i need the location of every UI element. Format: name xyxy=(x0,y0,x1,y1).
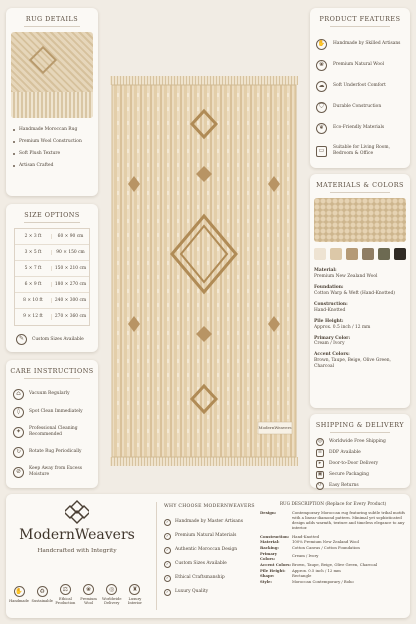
color-swatches xyxy=(314,248,406,260)
list-item: ◎ Worldwide Free Shipping xyxy=(317,438,386,445)
chair-icon: ♜ xyxy=(129,584,140,595)
shield-icon: ⛉ xyxy=(316,102,327,113)
badge: ❀ Premium Wool xyxy=(80,586,97,605)
list-item: ❦ Eco-Friendly Materials xyxy=(316,117,404,139)
list-item: ❀ Premium Natural Wool xyxy=(316,55,404,75)
droplet-icon: ◊ xyxy=(13,407,24,418)
description-block: RUG DESCRIPTION (Replace for Every Product) Design: Contemporary Moroccan rug featuring subtle tribal motifs with a linear diamond pattern. Minimal yet sophisticated design adds warmth, texture and timeless elegance to any interior. Construction: Hand-Knotted Material: 100% Premium New Zealand Wool Backing: Cotton Canvas / Cotton Foundation Primary Colors: Cream / Ivory Accent Colors: Brown, Taupe, Beige, Olive Green, Charcoal Pile Height: Approx. 0.5 inch / 12 mm Shape: Rectangle Style: Moroccan Contemporary / Boho xyxy=(260,502,405,584)
rotate-icon: ↻ xyxy=(13,447,24,458)
list-item: ✓ Ethical Craftsmanship xyxy=(165,575,225,581)
list-item: ✓ Custom Sizes Available xyxy=(165,561,227,567)
wool-texture-image xyxy=(314,198,406,242)
swatch[interactable] xyxy=(330,248,342,260)
brand-name: ModernWeavers xyxy=(19,527,135,543)
why-title: WHY CHOOSE MODERNWEAVERS xyxy=(164,504,255,509)
rug-details-title: RUG DETAILS xyxy=(25,15,79,23)
no-moisture-icon: ⊘ xyxy=(13,467,24,478)
soft-icon: ☁ xyxy=(316,81,327,92)
table-row[interactable]: 2 × 3 ft 60 × 90 cm xyxy=(15,229,89,245)
brand-block xyxy=(6,494,148,618)
list-item: ✓ Handmade by Master Artisans xyxy=(165,519,243,525)
check-icon: ✓ xyxy=(165,575,170,581)
hand-icon: ✋ xyxy=(15,588,23,595)
features-card xyxy=(310,8,410,168)
sofa-icon: ▭ xyxy=(316,146,327,157)
table-row[interactable]: 6 × 9 ft 180 × 270 cm xyxy=(15,277,89,293)
document-icon: ≡ xyxy=(317,449,323,456)
badge: ♜ Luxury Interior xyxy=(127,586,142,605)
swatch[interactable] xyxy=(346,248,358,260)
badge: ✋ Handmade xyxy=(9,588,29,603)
why-block xyxy=(164,504,256,599)
swatch[interactable] xyxy=(362,248,374,260)
size-options-title: SIZE OPTIONS xyxy=(24,211,80,219)
hands-icon: ✋ xyxy=(316,39,327,50)
recycle-icon: ♻ xyxy=(37,586,48,597)
package-icon: ▣ xyxy=(317,471,323,478)
badge: ♻ Sustainable xyxy=(31,588,53,603)
list-item: ✓ Luxury Quality xyxy=(165,589,209,595)
size-options-card xyxy=(6,204,98,352)
vacuum-icon: ⌂ xyxy=(13,389,24,400)
check-icon: ✓ xyxy=(165,519,170,525)
check-icon: ✓ xyxy=(165,533,170,539)
list-item: ≡ DDP Available xyxy=(317,449,361,456)
materials-card xyxy=(310,174,410,408)
return-icon: ↺ xyxy=(317,482,323,489)
features-title: PRODUCT FEATURES xyxy=(319,15,401,23)
material-specs: Material: Premium New Zealand Wool Foundation: Cotton Warp & Weft (Hand-Knotted) Construction: Hand-Knotted Pile Height: Approx. 0.5 inch / 12 mm Primary Color: Cream / Ivory Accent Colors: Brown, Taupe, Beige, Olive Green, Charcoal xyxy=(314,268,395,370)
rug-label: ModernWeavers xyxy=(258,425,292,430)
cleaning-icon: ✦ xyxy=(13,427,24,438)
care-title: CARE INSTRUCTIONS xyxy=(10,367,94,375)
rug-details-list xyxy=(6,118,98,169)
list-item: Premium Wool Construction xyxy=(13,139,91,145)
swatch[interactable] xyxy=(314,248,326,260)
brand-banner xyxy=(6,494,410,618)
list-item: ⛉ Durable Construction xyxy=(316,97,404,117)
list-item: ▸ Door-to-Door Delivery xyxy=(316,458,404,469)
table-row[interactable]: 5 × 7 ft 150 × 210 cm xyxy=(15,261,89,277)
table-row[interactable]: 9 × 12 ft 270 × 360 cm xyxy=(15,309,89,325)
list-item: ⌂ Vacuum Regularly xyxy=(13,385,91,403)
check-icon: ✓ xyxy=(165,589,170,595)
design-text: Contemporary Moroccan rug featuring subtle tribal motifs with a linear diamond pattern. Minimal yet sophisticated design adds warmth, texture and timeless elegance to any interior. xyxy=(292,510,405,531)
globe-icon: ◎ xyxy=(317,438,323,445)
rug-detail-image xyxy=(11,32,93,118)
list-item: Handmade Moroccan Rug xyxy=(13,127,91,133)
rug-svg xyxy=(104,76,304,466)
list-item: ▭ Suitable for Living Room, Bedroom & Office xyxy=(316,139,404,163)
description-title: RUG DESCRIPTION (Replace for Every Product) xyxy=(279,502,387,507)
rug-details-card xyxy=(6,8,98,196)
list-item: Artisan Crafted xyxy=(13,163,91,169)
ruler-icon: ✎ xyxy=(16,334,27,345)
description-specs: Construction: Hand-Knotted Material: 100% Premium New Zealand Wool Backing: Cotton Canvas / Cotton Foundation Primary Colors: Cream / Ivory Accent Colors: Brown, Taupe, Beige, Olive Green, Charcoal Pile Height: Approx. 0.5 inch / 12 mm Shape: Rectangle Style: Moroccan Contemporary / Boho xyxy=(260,533,378,584)
brand-tagline: Handcrafted with Integrity xyxy=(37,548,117,554)
list-item: ⊘ Keep Away from Excess Moisture xyxy=(13,461,91,483)
list-item: ↺ Easy Returns xyxy=(317,482,359,489)
list-item: ✓ Premium Natural Materials xyxy=(165,533,237,539)
list-item: ↻ Rotate Rug Periodically xyxy=(13,443,91,461)
materials-title: MATERIALS & COLORS xyxy=(316,181,404,189)
check-icon: ✓ xyxy=(165,561,170,567)
leaf-icon: ❦ xyxy=(316,123,327,134)
list-item: ☁ Soft Underfoot Comfort xyxy=(316,75,404,97)
shipping-card xyxy=(310,414,410,488)
wool-icon: ❀ xyxy=(316,60,327,71)
shipping-title: SHIPPING & DELIVERY xyxy=(315,421,405,429)
list-item: ▣ Secure Packaging xyxy=(317,471,369,478)
table-row[interactable]: 3 × 5 ft 90 × 150 cm xyxy=(15,245,89,261)
care-card xyxy=(6,360,98,488)
wool-icon: ❀ xyxy=(83,584,94,595)
size-table xyxy=(14,228,90,326)
table-row[interactable]: 8 × 10 ft 240 × 300 cm xyxy=(15,293,89,309)
badge: ◎ Worldwide Delivery xyxy=(102,586,122,605)
list-item: ✦ Professional Cleaning Recommended xyxy=(13,421,91,443)
globe-icon: ◎ xyxy=(106,584,117,595)
list-item: Soft Plush Texture xyxy=(13,151,91,157)
custom-sizes-note: ✎ Custom Sizes Available xyxy=(16,334,98,345)
check-icon: ✓ xyxy=(165,547,170,553)
rug-image xyxy=(104,76,304,466)
handshake-icon: ⚖ xyxy=(60,584,71,595)
swatch[interactable] xyxy=(394,248,406,260)
swatch[interactable] xyxy=(378,248,390,260)
brand-logo-icon xyxy=(65,500,89,524)
list-item: ◊ Spot Clean Immediately xyxy=(13,403,91,421)
badge: ⚖ Ethical Production xyxy=(55,586,76,605)
list-item: ✋ Handmade by Skilled Artisans xyxy=(316,33,404,55)
list-item: ✓ Authentic Moroccan Design xyxy=(165,547,238,553)
truck-icon: ▸ xyxy=(316,460,324,468)
brand-badges xyxy=(8,576,146,605)
